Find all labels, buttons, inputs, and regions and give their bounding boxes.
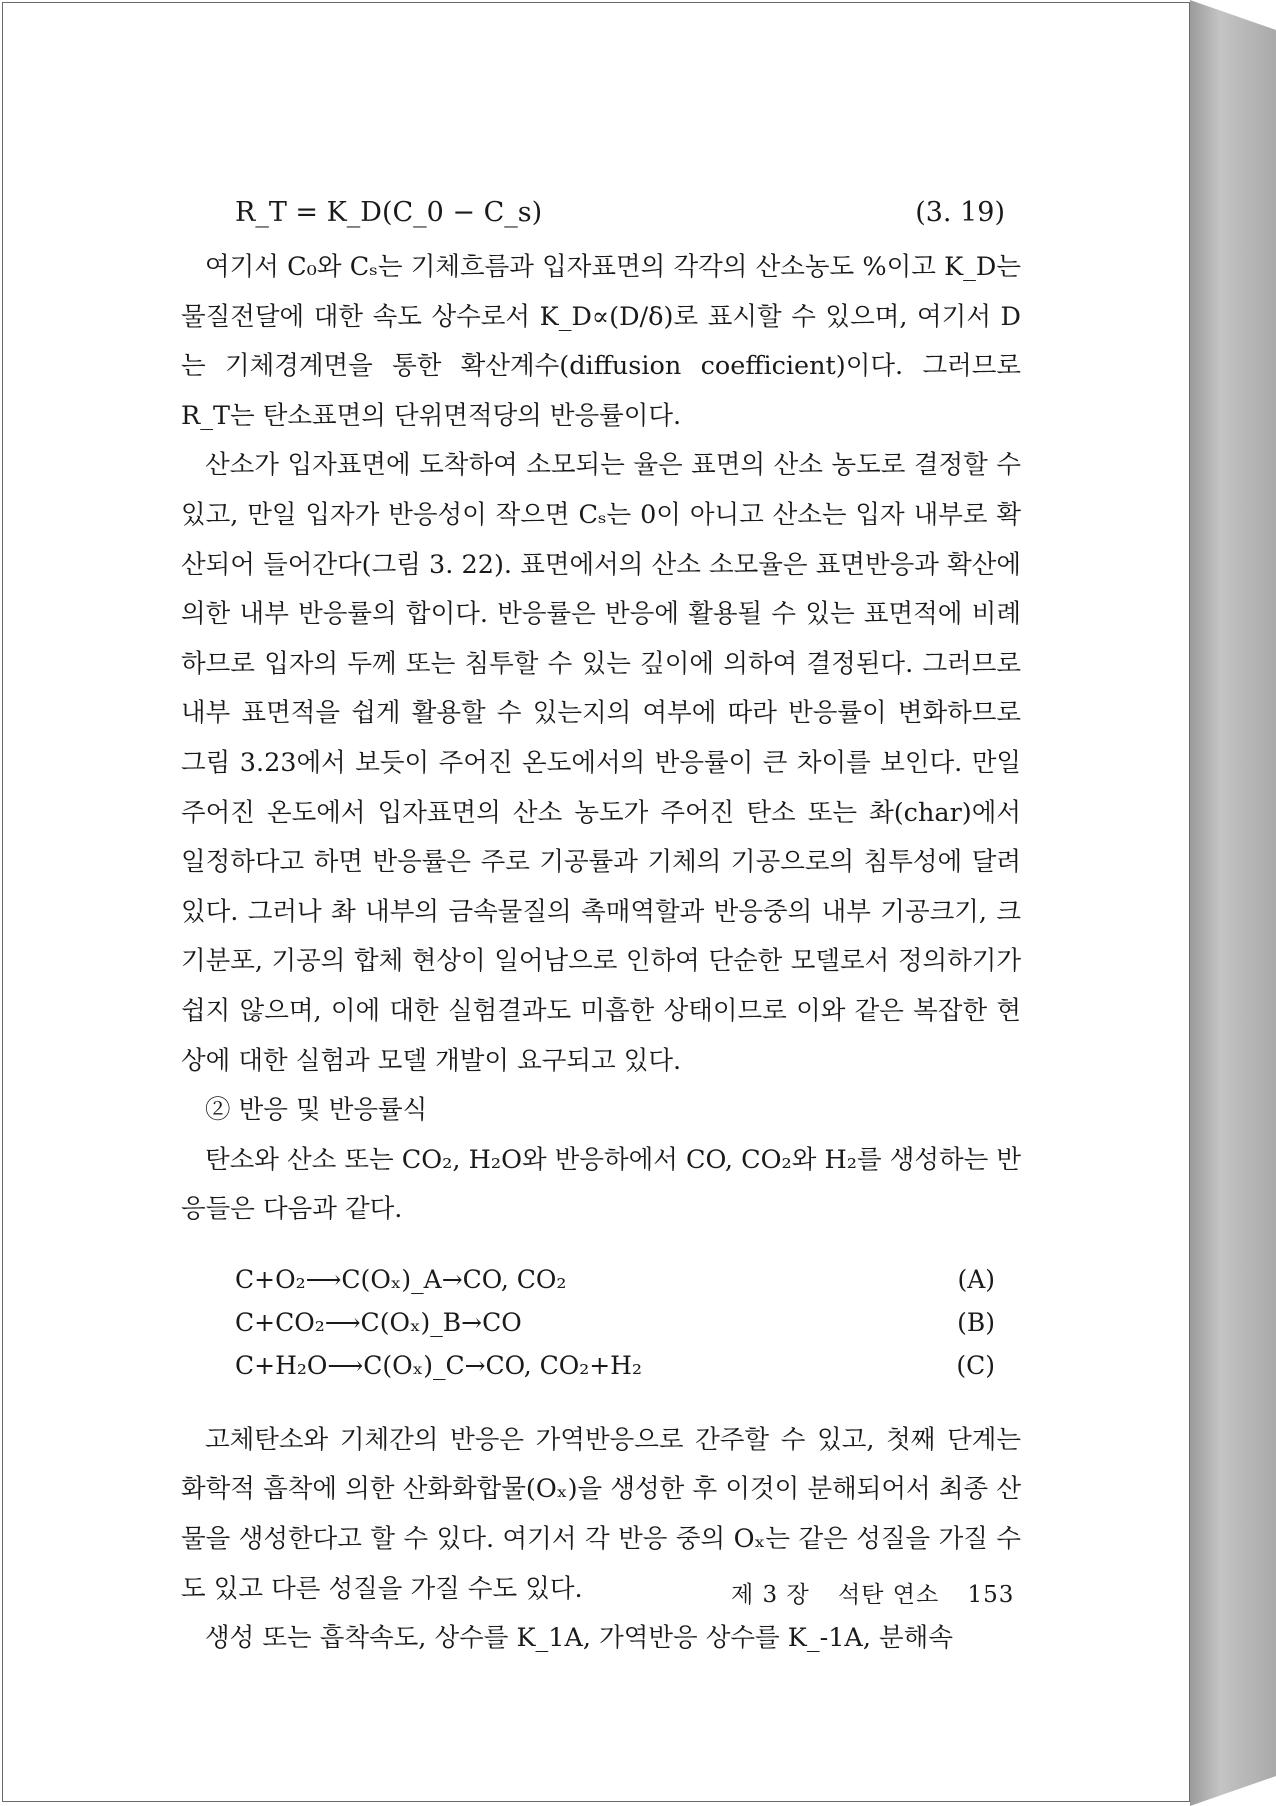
equation-number: (3. 19) (915, 197, 1005, 228)
footer-chapter: 제 3 장 (731, 1582, 810, 1608)
page-footer (731, 1576, 1014, 1609)
page-content (181, 191, 1021, 1664)
reaction-label: (C) (956, 1350, 995, 1380)
reaction-c (181, 1347, 1021, 1390)
reaction-list (181, 1261, 1021, 1390)
equation-formula: R_T = K_D(C_0 − C_s) (235, 197, 543, 228)
paragraph-4: 고체탄소와 기체간의 반응은 가역반응으로 간주할 수 있고, 첫째 단계는 화학적 흡착에 의한 산화화합물(Oₓ)을 생성한 후 이것이 분해되어서 최종 산물을 생성한다고 할 수 있다. 여기서 각 반응 중의 Oₓ는 같은 성질을 가질 수도 있고 다른 성질을 가질 수도 있다. (181, 1424, 1021, 1604)
reaction-formula: C+H₂O⟶C(Oₓ)_C→CO, CO₂+H₂ (235, 1350, 643, 1380)
paragraph-3: 탄소와 산소 또는 CO₂, H₂O와 반응하에서 CO, CO₂와 H₂를 생성하는 반응들은 다음과 같다. (181, 1144, 1021, 1225)
equation-3-19 (181, 191, 1021, 243)
reaction-formula: C+O₂⟶C(Oₓ)_A→CO, CO₂ (235, 1264, 567, 1294)
reaction-label: (A) (957, 1264, 995, 1294)
reaction-label: (B) (957, 1307, 995, 1337)
page-stack-edge (1190, 0, 1276, 1806)
section-heading: ② 반응 및 반응률식 (205, 1095, 428, 1126)
paragraph-1: 여기서 C₀와 Cₛ는 기체흐름과 입자표면의 각각의 산소농도 %이고 K_D는 물질전달에 대한 속도 상수로서 K_D∝(D/δ)로 표시할 수 있으며, 여기서 D는 기체경계면을 통한 확산계수(diffusion coefficient)이다. 그러므로 R_T는 탄소표면의 단위면적당의 반응률이다. (181, 252, 1021, 431)
reaction-b (181, 1304, 1021, 1347)
paragraph-2: 산소가 입자표면에 도착하여 소모되는 율은 표면의 산소 농도로 결정할 수 있고, 만일 입자가 반응성이 작으면 Cₛ는 0이 아니고 산소는 입자 내부로 확산되어 들어간다(그림 3. 22). 표면에서의 산소 소모율은 표면반응과 확산에 의한 내부 반응률의 합이다. 반응률은 반응에 활용될 수 있는 표면적에 비례하므로 입자의 두께 또는 침투할 수 있는 깊이에 의하여 결정된다. 그러므로 내부 표면적을 쉽게 활용할 수 있는지의 여부에 따라 반응률이 변화하므로 그림 3.23에서 보듯이 주어진 온도에서의 반응률이 큰 차이를 보인다. 만일 주어진 온도에서 입자표면의 산소 농도가 주어진 탄소 또는 촤(char)에서 일정하다고 하면 반응률은 주로 기공률과 기체의 기공으로의 침투성에 달려 있다. 그러나 촤 내부의 금속물질의 촉매역할과 반응중의 내부 기공크기, 크기분포, 기공의 합체 현상이 일어남으로 인하여 단순한 모델로서 정의하기가 쉽지 않으며, 이에 대한 실험결과도 미흡한 상태이므로 이와 같은 복잡한 현상에 대한 실험과 모델 개발이 요구되고 있다. (181, 450, 1021, 1076)
reaction-formula: C+CO₂⟶C(Oₓ)_B→CO (235, 1307, 522, 1337)
paragraph-5: 생성 또는 흡착속도, 상수를 K_1A, 가역반응 상수를 K_-1A, 분해속 (205, 1623, 953, 1654)
reaction-a (181, 1261, 1021, 1304)
book-page (2, 2, 1190, 1802)
page-number: 153 (967, 1582, 1015, 1608)
footer-title: 석탄 연소 (838, 1582, 940, 1608)
